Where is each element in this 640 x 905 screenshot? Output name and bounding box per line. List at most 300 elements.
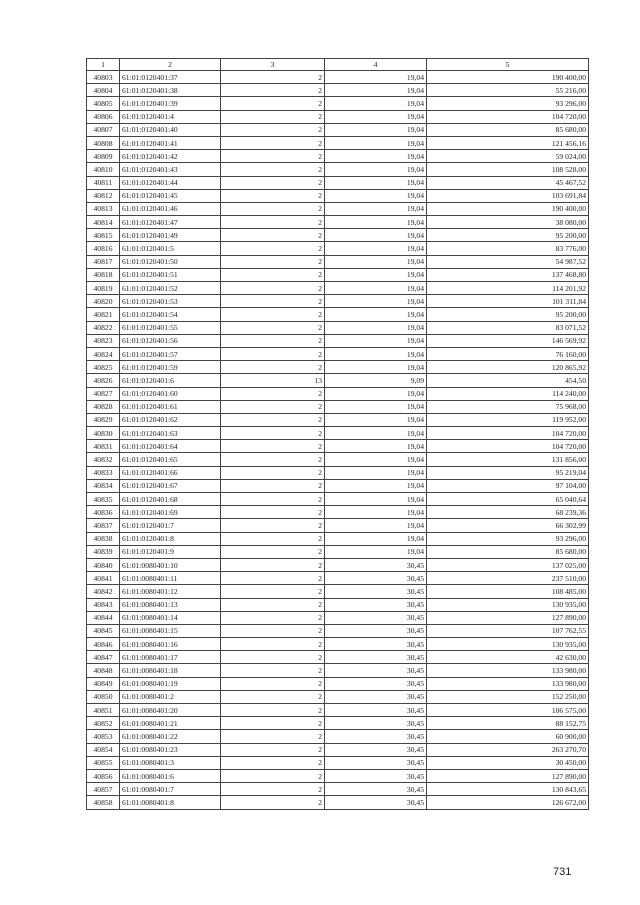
cadastral-number-cell: 61:01:0120401:45 — [120, 189, 221, 202]
table-row — [87, 624, 589, 637]
table-row — [87, 189, 589, 202]
rate-cell: 19,04 — [325, 532, 427, 545]
table-row — [87, 730, 589, 743]
row-number-cell: 40836 — [87, 506, 120, 519]
value-cell: 190 400,00 — [427, 71, 589, 84]
row-number-cell: 40825 — [87, 361, 120, 374]
value-cell: 119 952,00 — [427, 413, 589, 426]
count-cell: 2 — [221, 638, 325, 651]
cadastral-number-cell: 61:01:0120401:62 — [120, 413, 221, 426]
cadastral-number-cell: 61:01:0080401:3 — [120, 756, 221, 769]
row-number-cell: 40803 — [87, 71, 120, 84]
row-number-cell: 40834 — [87, 479, 120, 492]
rate-cell: 30,45 — [325, 664, 427, 677]
row-number-cell: 40853 — [87, 730, 120, 743]
value-cell: 30 450,00 — [427, 756, 589, 769]
cadastral-number-cell: 61:01:0120401:8 — [120, 532, 221, 545]
table-row — [87, 308, 589, 321]
table-body — [87, 71, 589, 810]
cadastral-number-cell: 61:01:0080401:8 — [120, 796, 221, 809]
cadastral-number-cell: 61:01:0080401:7 — [120, 783, 221, 796]
value-cell: 85 680,00 — [427, 123, 589, 136]
row-number-cell: 40846 — [87, 638, 120, 651]
count-cell: 2 — [221, 506, 325, 519]
cadastral-number-cell: 61:01:0080401:19 — [120, 677, 221, 690]
cadastral-number-cell: 61:01:0120401:49 — [120, 229, 221, 242]
row-number-cell: 40807 — [87, 123, 120, 136]
value-cell: 54 987,52 — [427, 255, 589, 268]
rate-cell: 19,04 — [325, 163, 427, 176]
count-cell: 2 — [221, 282, 325, 295]
table-row — [87, 743, 589, 756]
rate-cell: 19,04 — [325, 308, 427, 321]
value-cell: 101 311,84 — [427, 295, 589, 308]
value-cell: 108 528,00 — [427, 163, 589, 176]
row-number-cell: 40830 — [87, 427, 120, 440]
rate-cell: 30,45 — [325, 743, 427, 756]
value-cell: 66 302,99 — [427, 519, 589, 532]
row-number-cell: 40827 — [87, 387, 120, 400]
count-cell: 2 — [221, 769, 325, 782]
row-number-cell: 40835 — [87, 493, 120, 506]
table-row — [87, 690, 589, 703]
count-cell: 2 — [221, 756, 325, 769]
table-row — [87, 361, 589, 374]
row-number-cell: 40856 — [87, 769, 120, 782]
rate-cell: 19,04 — [325, 295, 427, 308]
value-cell: 454,50 — [427, 374, 589, 387]
row-number-cell: 40819 — [87, 282, 120, 295]
cadastral-number-cell: 61:01:0120401:51 — [120, 268, 221, 281]
count-cell: 2 — [221, 255, 325, 268]
column-header-1: 1 — [87, 59, 120, 71]
value-cell: 121 456,16 — [427, 136, 589, 149]
table-row — [87, 796, 589, 809]
table-row — [87, 387, 589, 400]
column-header-3: 3 — [221, 59, 325, 71]
count-cell: 2 — [221, 743, 325, 756]
rate-cell: 19,04 — [325, 229, 427, 242]
cadastral-number-cell: 61:01:0120401:9 — [120, 545, 221, 558]
value-cell: 68 239,36 — [427, 506, 589, 519]
row-number-cell: 40833 — [87, 466, 120, 479]
value-cell: 107 762,55 — [427, 624, 589, 637]
table-row — [87, 545, 589, 558]
count-cell: 2 — [221, 427, 325, 440]
count-cell: 2 — [221, 479, 325, 492]
rate-cell: 30,45 — [325, 558, 427, 571]
rate-cell: 19,04 — [325, 216, 427, 229]
table-row — [87, 242, 589, 255]
row-number-cell: 40812 — [87, 189, 120, 202]
rate-cell: 19,04 — [325, 110, 427, 123]
table-row — [87, 664, 589, 677]
cadastral-number-cell: 61:01:0080401:14 — [120, 611, 221, 624]
cadastral-number-cell: 61:01:0080401:18 — [120, 664, 221, 677]
count-cell: 2 — [221, 545, 325, 558]
table-row — [87, 638, 589, 651]
table-row — [87, 97, 589, 110]
page-number: 731 — [553, 866, 572, 878]
table-row — [87, 677, 589, 690]
count-cell: 2 — [221, 347, 325, 360]
value-cell: 59 024,00 — [427, 150, 589, 163]
table-row — [87, 717, 589, 730]
count-cell: 2 — [221, 71, 325, 84]
table-row — [87, 440, 589, 453]
count-cell: 2 — [221, 440, 325, 453]
cadastral-number-cell: 61:01:0080401:17 — [120, 651, 221, 664]
value-cell: 60 900,00 — [427, 730, 589, 743]
value-cell: 75 968,00 — [427, 400, 589, 413]
row-number-cell: 40855 — [87, 756, 120, 769]
count-cell: 2 — [221, 664, 325, 677]
cadastral-number-cell: 61:01:0120401:40 — [120, 123, 221, 136]
table-row — [87, 334, 589, 347]
cadastral-number-cell: 61:01:0080401:16 — [120, 638, 221, 651]
row-number-cell: 40842 — [87, 585, 120, 598]
count-cell: 2 — [221, 84, 325, 97]
row-number-cell: 40843 — [87, 598, 120, 611]
count-cell: 2 — [221, 453, 325, 466]
value-cell: 55 216,00 — [427, 84, 589, 97]
cadastral-number-cell: 61:01:0120401:67 — [120, 479, 221, 492]
rate-cell: 19,04 — [325, 242, 427, 255]
row-number-cell: 40851 — [87, 704, 120, 717]
value-cell: 133 980,00 — [427, 664, 589, 677]
rate-cell: 30,45 — [325, 611, 427, 624]
cadastral-number-cell: 61:01:0120401:7 — [120, 519, 221, 532]
table-row — [87, 572, 589, 585]
cadastral-number-cell: 61:01:0120401:68 — [120, 493, 221, 506]
table-row — [87, 611, 589, 624]
count-cell: 2 — [221, 242, 325, 255]
count-cell: 2 — [221, 466, 325, 479]
count-cell: 2 — [221, 202, 325, 215]
value-cell: 130 935,00 — [427, 598, 589, 611]
row-number-cell: 40857 — [87, 783, 120, 796]
cadastral-number-cell: 61:01:0120401:55 — [120, 321, 221, 334]
table-row — [87, 150, 589, 163]
row-number-cell: 40831 — [87, 440, 120, 453]
row-number-cell: 40818 — [87, 268, 120, 281]
rate-cell: 19,04 — [325, 282, 427, 295]
rate-cell: 19,04 — [325, 97, 427, 110]
row-number-cell: 40858 — [87, 796, 120, 809]
count-cell: 2 — [221, 558, 325, 571]
rate-cell: 30,45 — [325, 677, 427, 690]
column-header-2: 2 — [120, 59, 221, 71]
table-row — [87, 255, 589, 268]
count-cell: 2 — [221, 163, 325, 176]
table-row — [87, 136, 589, 149]
table-row — [87, 493, 589, 506]
count-cell: 2 — [221, 585, 325, 598]
row-number-cell: 40840 — [87, 558, 120, 571]
table-row — [87, 585, 589, 598]
value-cell: 88 152,75 — [427, 717, 589, 730]
rate-cell: 19,04 — [325, 176, 427, 189]
count-cell: 2 — [221, 295, 325, 308]
count-cell: 2 — [221, 704, 325, 717]
row-number-cell: 40849 — [87, 677, 120, 690]
rate-cell: 19,04 — [325, 506, 427, 519]
value-cell: 114 201,92 — [427, 282, 589, 295]
cadastral-number-cell: 61:01:0120401:5 — [120, 242, 221, 255]
count-cell: 2 — [221, 413, 325, 426]
count-cell: 2 — [221, 110, 325, 123]
cadastral-number-cell: 61:01:0120401:54 — [120, 308, 221, 321]
rate-cell: 19,04 — [325, 361, 427, 374]
row-number-cell: 40826 — [87, 374, 120, 387]
row-number-cell: 40852 — [87, 717, 120, 730]
table-row — [87, 453, 589, 466]
column-header-4: 4 — [325, 59, 427, 71]
rate-cell: 19,04 — [325, 334, 427, 347]
rate-cell: 19,04 — [325, 466, 427, 479]
value-cell: 130 935,00 — [427, 638, 589, 651]
count-cell: 2 — [221, 783, 325, 796]
rate-cell: 30,45 — [325, 783, 427, 796]
cadastral-number-cell: 61:01:0120401:59 — [120, 361, 221, 374]
rate-cell: 19,04 — [325, 202, 427, 215]
table-row — [87, 71, 589, 84]
row-number-cell: 40824 — [87, 347, 120, 360]
value-cell: 95 219,04 — [427, 466, 589, 479]
value-cell: 83 776,00 — [427, 242, 589, 255]
count-cell: 2 — [221, 598, 325, 611]
rate-cell: 30,45 — [325, 585, 427, 598]
table-row — [87, 466, 589, 479]
cadastral-number-cell: 61:01:0080401:10 — [120, 558, 221, 571]
table-row — [87, 84, 589, 97]
cadastral-number-cell: 61:01:0120401:61 — [120, 400, 221, 413]
cadastral-number-cell: 61:01:0120401:60 — [120, 387, 221, 400]
rate-cell: 19,04 — [325, 493, 427, 506]
rate-cell: 19,04 — [325, 255, 427, 268]
row-number-cell: 40829 — [87, 413, 120, 426]
rate-cell: 19,04 — [325, 71, 427, 84]
count-cell: 2 — [221, 717, 325, 730]
cadastral-number-cell: 61:01:0080401:11 — [120, 572, 221, 585]
table-row — [87, 347, 589, 360]
row-number-cell: 40832 — [87, 453, 120, 466]
row-number-cell: 40823 — [87, 334, 120, 347]
value-cell: 190 400,00 — [427, 202, 589, 215]
row-number-cell: 40815 — [87, 229, 120, 242]
value-cell: 104 720,00 — [427, 110, 589, 123]
table-row — [87, 479, 589, 492]
count-cell: 2 — [221, 334, 325, 347]
value-cell: 93 296,00 — [427, 532, 589, 545]
cadastral-number-cell: 61:01:0120401:65 — [120, 453, 221, 466]
cadastral-number-cell: 61:01:0080401:2 — [120, 690, 221, 703]
count-cell: 2 — [221, 624, 325, 637]
value-cell: 120 865,92 — [427, 361, 589, 374]
count-cell: 2 — [221, 361, 325, 374]
count-cell: 2 — [221, 136, 325, 149]
count-cell: 2 — [221, 229, 325, 242]
table-row — [87, 268, 589, 281]
rate-cell: 19,04 — [325, 387, 427, 400]
count-cell: 2 — [221, 176, 325, 189]
table-header — [87, 59, 589, 71]
table-row — [87, 229, 589, 242]
table-row — [87, 783, 589, 796]
row-number-cell: 40839 — [87, 545, 120, 558]
value-cell: 97 104,00 — [427, 479, 589, 492]
table-row — [87, 374, 589, 387]
rate-cell: 19,04 — [325, 150, 427, 163]
rate-cell: 19,04 — [325, 440, 427, 453]
table-row — [87, 282, 589, 295]
row-number-cell: 40844 — [87, 611, 120, 624]
table-row — [87, 558, 589, 571]
cadastral-number-cell: 61:01:0120401:50 — [120, 255, 221, 268]
count-cell: 2 — [221, 97, 325, 110]
count-cell: 2 — [221, 572, 325, 585]
rate-cell: 19,04 — [325, 136, 427, 149]
table-row — [87, 427, 589, 440]
value-cell: 126 672,00 — [427, 796, 589, 809]
row-number-cell: 40805 — [87, 97, 120, 110]
row-number-cell: 40821 — [87, 308, 120, 321]
cadastral-number-cell: 61:01:0080401:23 — [120, 743, 221, 756]
value-cell: 130 843,65 — [427, 783, 589, 796]
rate-cell: 30,45 — [325, 690, 427, 703]
table-row — [87, 506, 589, 519]
rate-cell: 30,45 — [325, 624, 427, 637]
row-number-cell: 40810 — [87, 163, 120, 176]
row-number-cell: 40813 — [87, 202, 120, 215]
count-cell: 2 — [221, 730, 325, 743]
row-number-cell: 40838 — [87, 532, 120, 545]
row-number-cell: 40809 — [87, 150, 120, 163]
table-row — [87, 756, 589, 769]
cadastral-value-table — [86, 58, 589, 810]
row-number-cell: 40808 — [87, 136, 120, 149]
count-cell: 2 — [221, 611, 325, 624]
cadastral-number-cell: 61:01:0080401:15 — [120, 624, 221, 637]
row-number-cell: 40804 — [87, 84, 120, 97]
rate-cell: 19,04 — [325, 453, 427, 466]
rate-cell: 19,04 — [325, 479, 427, 492]
value-cell: 104 720,00 — [427, 440, 589, 453]
rate-cell: 19,04 — [325, 519, 427, 532]
row-number-cell: 40822 — [87, 321, 120, 334]
rate-cell: 30,45 — [325, 638, 427, 651]
value-cell: 127 890,00 — [427, 769, 589, 782]
row-number-cell: 40820 — [87, 295, 120, 308]
rate-cell: 30,45 — [325, 756, 427, 769]
rate-cell: 30,45 — [325, 704, 427, 717]
count-cell: 2 — [221, 189, 325, 202]
value-cell: 133 980,00 — [427, 677, 589, 690]
row-number-cell: 40806 — [87, 110, 120, 123]
value-cell: 114 240,00 — [427, 387, 589, 400]
row-number-cell: 40814 — [87, 216, 120, 229]
table-row — [87, 598, 589, 611]
count-cell: 2 — [221, 519, 325, 532]
count-cell: 2 — [221, 321, 325, 334]
cadastral-number-cell: 61:01:0120401:39 — [120, 97, 221, 110]
row-number-cell: 40841 — [87, 572, 120, 585]
cadastral-number-cell: 61:01:0120401:63 — [120, 427, 221, 440]
rate-cell: 19,04 — [325, 268, 427, 281]
value-cell: 127 890,00 — [427, 611, 589, 624]
row-number-cell: 40828 — [87, 400, 120, 413]
value-cell: 95 200,00 — [427, 308, 589, 321]
value-cell: 137 025,00 — [427, 558, 589, 571]
column-header-5: 5 — [427, 59, 589, 71]
row-number-cell: 40847 — [87, 651, 120, 664]
rate-cell: 30,45 — [325, 769, 427, 782]
count-cell: 2 — [221, 532, 325, 545]
rate-cell: 30,45 — [325, 717, 427, 730]
value-cell: 152 250,00 — [427, 690, 589, 703]
table-row — [87, 216, 589, 229]
row-number-cell: 40816 — [87, 242, 120, 255]
value-cell: 93 296,00 — [427, 97, 589, 110]
value-cell: 108 485,00 — [427, 585, 589, 598]
value-cell: 85 680,00 — [427, 545, 589, 558]
rate-cell: 9,09 — [325, 374, 427, 387]
table-row — [87, 519, 589, 532]
cadastral-number-cell: 61:01:0120401:41 — [120, 136, 221, 149]
cadastral-number-cell: 61:01:0120401:37 — [120, 71, 221, 84]
cadastral-number-cell: 61:01:0120401:38 — [120, 84, 221, 97]
value-cell: 137 468,80 — [427, 268, 589, 281]
value-cell: 131 856,00 — [427, 453, 589, 466]
rate-cell: 19,04 — [325, 413, 427, 426]
cadastral-number-cell: 61:01:0120401:69 — [120, 506, 221, 519]
rate-cell: 30,45 — [325, 796, 427, 809]
cadastral-number-cell: 61:01:0120401:47 — [120, 216, 221, 229]
row-number-cell: 40845 — [87, 624, 120, 637]
value-cell: 42 630,00 — [427, 651, 589, 664]
cadastral-number-cell: 61:01:0120401:57 — [120, 347, 221, 360]
count-cell: 13 — [221, 374, 325, 387]
table-row — [87, 321, 589, 334]
table-row — [87, 532, 589, 545]
value-cell: 95 200,00 — [427, 229, 589, 242]
count-cell: 2 — [221, 123, 325, 136]
rate-cell: 19,04 — [325, 189, 427, 202]
count-cell: 2 — [221, 493, 325, 506]
row-number-cell: 40850 — [87, 690, 120, 703]
row-number-cell: 40837 — [87, 519, 120, 532]
cadastral-number-cell: 61:01:0120401:43 — [120, 163, 221, 176]
rate-cell: 19,04 — [325, 321, 427, 334]
table-row — [87, 110, 589, 123]
rate-cell: 30,45 — [325, 651, 427, 664]
row-number-cell: 40848 — [87, 664, 120, 677]
rate-cell: 30,45 — [325, 598, 427, 611]
table-row — [87, 176, 589, 189]
value-cell: 103 691,84 — [427, 189, 589, 202]
cadastral-number-cell: 61:01:0120401:42 — [120, 150, 221, 163]
count-cell: 2 — [221, 400, 325, 413]
cadastral-number-cell: 61:01:0120401:6 — [120, 374, 221, 387]
cadastral-number-cell: 61:01:0080401:6 — [120, 769, 221, 782]
count-cell: 2 — [221, 651, 325, 664]
table-row — [87, 163, 589, 176]
count-cell: 2 — [221, 150, 325, 163]
value-cell: 45 467,52 — [427, 176, 589, 189]
cadastral-number-cell: 61:01:0120401:46 — [120, 202, 221, 215]
count-cell: 2 — [221, 268, 325, 281]
cadastral-number-cell: 61:01:0080401:21 — [120, 717, 221, 730]
